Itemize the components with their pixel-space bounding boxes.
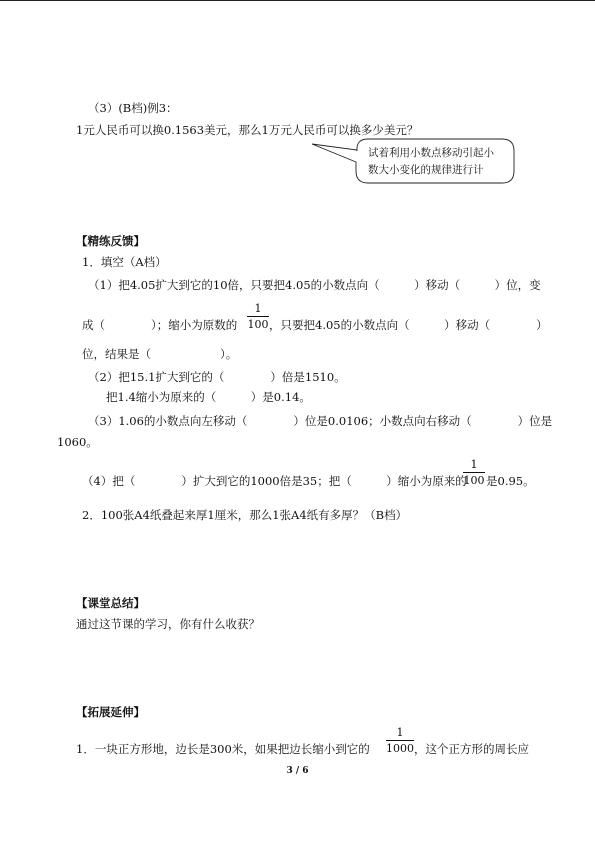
callout-line-2: 数大小变化的规律进行计 [368, 164, 484, 176]
practice-title: 【精练反馈】 [76, 234, 145, 248]
fraction-1-1000 [386, 726, 414, 755]
q1-3-line-a: （3）1.06的小数点向左移动（ ）位是0.0106；小数点向右移动（ ）位是 [88, 414, 553, 428]
summary-title: 【课堂总结】 [76, 596, 145, 610]
fraction-denominator: 100 [463, 474, 485, 487]
extension-q1-post: ，这个正方形的周长应 [414, 742, 529, 756]
q2-text: 2．100张A4纸叠起来厚1厘米，那么1张A4纸有多厚？（B档） [82, 508, 408, 522]
q1-3-line-b: 1060。 [57, 435, 98, 449]
q1-1-line-b-pre: 成（ ）；缩小为原数的 [82, 318, 238, 332]
example-heading: （3）(B档)例3： [88, 101, 178, 115]
fraction-bar [386, 740, 414, 741]
summary-text: 通过这节课的学习，你有什么收获？ [76, 617, 260, 631]
callout-line-1: 试着利用小数点移动引起小 [368, 147, 494, 159]
q1-2-line-a: （2）把15.1扩大到它的（ ）倍是1510。 [88, 370, 346, 384]
q1-2-line-b: 把1.4缩小为原来的（ ）是0.14。 [106, 390, 311, 404]
fraction-bar [463, 472, 485, 473]
q1-1-line-b-post: ，只要把4.05的小数点向（ ）移动（ ） [269, 318, 548, 332]
q1-title: 1．填空（A档） [82, 255, 167, 269]
page-number: 3 / 6 [286, 766, 309, 776]
fraction-bar [247, 316, 269, 317]
q1-1-line-a: （1）把4.05扩大到它的10倍，只要把4.05的小数点向（ ）移动（ ）位，变 [88, 278, 541, 292]
fraction-numerator: 1 [396, 726, 404, 739]
fraction-1-100 [247, 302, 269, 331]
fraction-numerator: 1 [254, 302, 262, 315]
q1-4-pre: （4）把（ ）扩大到它的1000倍是35；把（ ）缩小为原来的 [82, 474, 467, 488]
fraction-numerator: 1 [470, 458, 478, 471]
fraction-denominator: 1000 [386, 742, 414, 755]
q1-1-line-c: 位，结果是（ ）。 [82, 347, 238, 361]
extension-q1-pre: 1．一块正方形地，边长是300米，如果把边长缩小到它的 [76, 742, 370, 756]
example-question: 1元人民币可以换0.1563美元，那么1万元人民币可以换多少美元？ [76, 123, 419, 137]
q1-4-post: 是0.95。 [486, 474, 535, 488]
fraction-1-100-b [463, 458, 485, 487]
extension-title: 【拓展延伸】 [76, 705, 145, 719]
fraction-denominator: 100 [247, 318, 269, 331]
